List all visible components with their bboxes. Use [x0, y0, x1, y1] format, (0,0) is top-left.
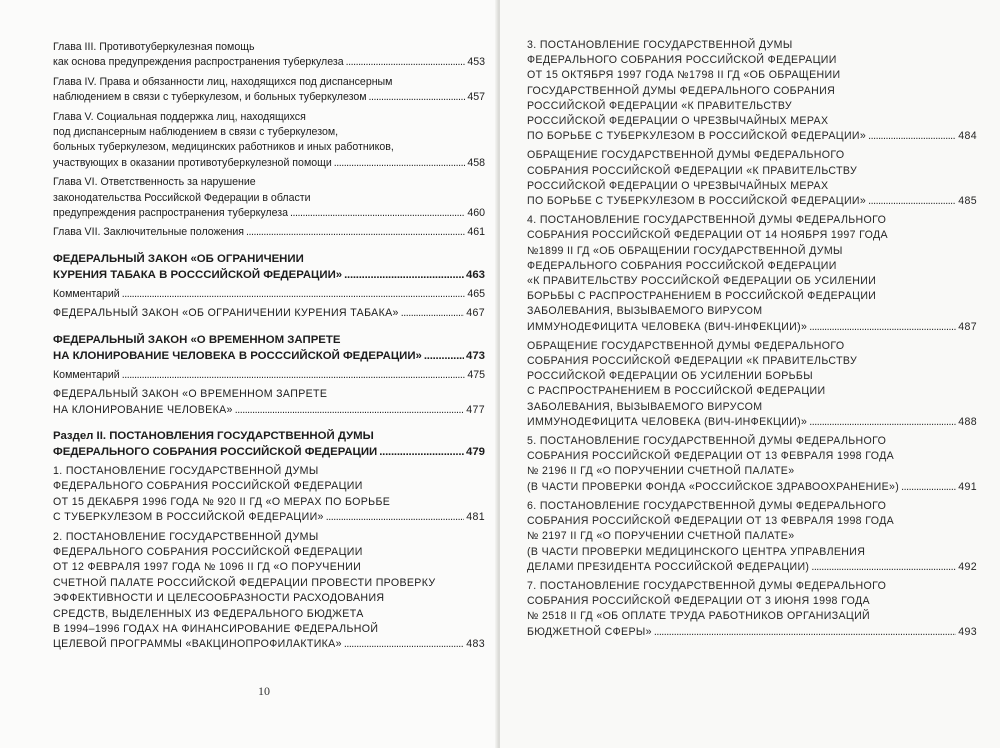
toc-entry — [53, 332, 485, 364]
toc-entry-title: ИММУНОДЕФИЦИТА ЧЕЛОВЕКА (ВИЧ-ИНФЕКЦИИ)» — [527, 415, 808, 428]
toc-entry-leader-line — [527, 560, 977, 575]
toc-entry — [53, 306, 485, 321]
toc-entry-title: НА КЛОНИРОВАНИЕ ЧЕЛОВЕКА В РОСССИЙСКОЙ ФЕДЕРАЦИИ» — [53, 349, 422, 362]
toc-entry-leader-line — [53, 403, 485, 418]
toc-entry-line: СОБРАНИЯ РОССИЙСКОЙ ФЕДЕРАЦИИ ОТ 3 ИЮНЯ 1998 ГОДА — [527, 595, 870, 608]
dot-leader — [809, 320, 956, 335]
toc-entry — [527, 213, 977, 335]
toc-entry-leader-line — [53, 225, 485, 240]
toc-entry-title: как основа предупреждения распространения туберкулеза — [53, 56, 344, 69]
toc-entry-line: 6. ПОСТАНОВЛЕНИЕ ГОСУДАРСТВЕННОЙ ДУМЫ ФЕДЕРАЛЬНОГО — [527, 499, 887, 512]
dot-leader — [868, 194, 956, 209]
toc-entry — [53, 75, 485, 106]
toc-page-number: 487 — [958, 320, 977, 333]
toc-entry-title: ДЕЛАМИ ПРЕЗИДЕНТА РОССИЙСКОЙ ФЕДЕРАЦИИ) — [527, 560, 810, 573]
dot-leader — [334, 156, 466, 171]
toc-page-number: 457 — [467, 91, 485, 104]
toc-entry-title: (В ЧАСТИ ПРОВЕРКИ ФОНДА «РОССИЙСКОЕ ЗДРАВООХРАНЕНИЕ») — [527, 480, 900, 493]
toc-page-number: 493 — [958, 625, 977, 638]
toc-entry-line: 3. ПОСТАНОВЛЕНИЕ ГОСУДАРСТВЕННОЙ ДУМЫ — [527, 39, 793, 51]
toc-entry-line: Раздел II. ПОСТАНОВЛЕНИЯ ГОСУДАРСТВЕННОЙ ДУМЫ — [53, 429, 374, 442]
toc-entry-line: ЭФФЕКТИВНОСТИ И ЦЕЛЕСООБРАЗНОСТИ РАСХОДОВАНИЯ — [53, 592, 385, 605]
dot-leader — [344, 637, 464, 652]
toc-entry-line: № 2196 II ГД «О ПОРУЧЕНИИ СЧЕТНОЙ ПАЛАТЕ» — [527, 465, 795, 478]
toc-entry-leader-line — [53, 156, 485, 171]
toc-entry-line: 2. ПОСТАНОВЛЕНИЕ ГОСУДАРСТВЕННОЙ ДУМЫ — [53, 530, 319, 543]
dot-leader — [290, 206, 465, 221]
dot-leader — [654, 625, 956, 640]
toc-entry-line: СРЕДСТВ, ВЫДЕЛЕННЫХ ИЗ ФЕДЕРАЛЬНОГО БЮДЖЕТА — [53, 607, 364, 620]
toc-entry-leader-line — [53, 348, 485, 364]
toc-entry-line: РОССИЙСКОЙ ФЕДЕРАЦИИ ОБ УСИЛЕНИИ БОРЬБЫ — [527, 370, 813, 383]
toc-entry-title: Комментарий — [53, 287, 120, 300]
toc-entry-title: наблюдением в связи с туберкулезом, и больных туберкулезом — [53, 91, 367, 104]
toc-entry-line: 1. ПОСТАНОВЛЕНИЕ ГОСУДАРСТВЕННОЙ ДУМЫ — [53, 464, 319, 477]
toc-entry — [53, 464, 485, 526]
toc-entry-line: ФЕДЕРАЛЬНОГО СОБРАНИЯ РОССИЙСКОЙ ФЕДЕРАЦИИ — [53, 545, 363, 558]
toc-entry-title: БЮДЖЕТНОЙ СФЕРЫ» — [527, 625, 652, 638]
dot-leader — [379, 444, 464, 460]
toc-page-number: 488 — [958, 415, 977, 428]
toc-entry-leader-line — [527, 625, 977, 640]
toc-entry-line: СЧЕТНОЙ ПАЛАТЕ РОССИЙСКОЙ ФЕДЕРАЦИИ ПРОВЕСТИ ПРОВЕРКУ — [53, 576, 436, 589]
toc-entry-leader-line — [53, 90, 485, 105]
toc-entry-leader-line — [53, 206, 485, 221]
toc-page-number: 485 — [958, 195, 977, 208]
toc-entry — [53, 368, 485, 383]
toc-entry-line: СОБРАНИЯ РОССИЙСКОЙ ФЕДЕРАЦИИ «К ПРАВИТЕЛЬСТВУ — [527, 355, 858, 368]
toc-page-number: 479 — [465, 445, 485, 458]
toc-entry-title: ЦЕЛЕВОЙ ПРОГРАММЫ «ВАКЦИНОПРОФИЛАКТИКА» — [53, 638, 342, 651]
dot-leader — [246, 225, 465, 240]
toc-entry-leader-line — [53, 55, 485, 70]
toc-entry-line: Глава V. Социальная поддержка лиц, находящихся — [53, 110, 306, 123]
dot-leader — [344, 267, 464, 283]
toc-entry-line: СОБРАНИЯ РОССИЙСКОЙ ФЕДЕРАЦИИ ОТ 14 НОЯБРЯ 1997 ГОДА — [527, 229, 888, 242]
dot-leader — [122, 287, 466, 302]
toc-entry-line: ФЕДЕРАЛЬНОГО СОБРАНИЯ РОССИЙСКОЙ ФЕДЕРАЦИИ — [527, 259, 837, 272]
dot-leader — [868, 129, 956, 144]
toc-entry-title: Комментарий — [53, 368, 120, 381]
toc-entry-leader-line — [53, 510, 485, 525]
toc-entry-line: СОБРАНИЯ РОССИЙСКОЙ ФЕДЕРАЦИИ «К ПРАВИТЕЛЬСТВУ — [527, 164, 858, 177]
dot-leader — [809, 415, 956, 430]
toc-entry-line: ФЕДЕРАЛЬНЫЙ ЗАКОН «О ВРЕМЕННОМ ЗАПРЕТЕ — [53, 388, 328, 401]
toc-entry-leader-line — [53, 267, 485, 283]
dot-leader — [901, 480, 956, 495]
toc-entry — [53, 428, 485, 460]
toc-page-number: 460 — [467, 207, 485, 220]
dot-leader — [811, 560, 956, 575]
toc-entry — [53, 530, 485, 653]
toc-entry-line: 4. ПОСТАНОВЛЕНИЕ ГОСУДАРСТВЕННОЙ ДУМЫ ФЕДЕРАЛЬНОГО — [527, 214, 887, 227]
toc-page-number: 475 — [467, 368, 485, 381]
left-page-number: 10 — [258, 684, 270, 698]
toc-entry-line: РОССИЙСКОЙ ФЕДЕРАЦИИ О ЧРЕЗВЫЧАЙНЫХ МЕРАХ — [527, 179, 829, 192]
toc-entry-line: законодательства Российской Федерации в области — [53, 191, 311, 204]
toc-entry-line: ФЕДЕРАЛЬНЫЙ ЗАКОН «О ВРЕМЕННОМ ЗАПРЕТЕ — [53, 333, 341, 346]
toc-entry-title: КУРЕНИЯ ТАБАКА В РОСССИЙСКОЙ ФЕДЕРАЦИИ» — [53, 268, 343, 281]
toc-entry-line: РОССИЙСКОЙ ФЕДЕРАЦИИ «К ПРАВИТЕЛЬСТВУ — [527, 99, 792, 112]
toc-entry-leader-line — [527, 320, 977, 335]
toc-entry-line: С РАСПРОСТРАНЕНИЕМ В РОССИЙСКОЙ ФЕДЕРАЦИИ — [527, 385, 826, 398]
toc-page-number: 473 — [465, 349, 485, 362]
toc-entry-line: (В ЧАСТИ ПРОВЕРКИ МЕДИЦИНСКОГО ЦЕНТРА УПРАВЛЕНИЯ — [527, 545, 866, 558]
toc-entry — [53, 110, 485, 172]
toc-page-number: 491 — [958, 480, 977, 493]
dot-leader — [235, 403, 465, 418]
toc-entry-line: № 2197 II ГД «О ПОРУЧЕНИИ СЧЕТНОЙ ПАЛАТЕ» — [527, 530, 795, 543]
toc-entry-leader-line — [53, 306, 485, 321]
toc-entry-line: ЗАБОЛЕВАНИЯ, ВЫЗЫВАЕМОГО ВИРУСОМ — [527, 305, 763, 318]
toc-entry-line: РОССИЙСКОЙ ФЕДЕРАЦИИ О ЧРЕЗВЫЧАЙНЫХ МЕРАХ — [527, 115, 829, 128]
toc-page-number: 463 — [465, 268, 485, 281]
toc-entry-line: 5. ПОСТАНОВЛЕНИЕ ГОСУДАРСТВЕННОЙ ДУМЫ ФЕДЕРАЛЬНОГО — [527, 435, 887, 448]
toc-entry-leader-line — [53, 444, 485, 460]
toc-entry-line: «К ПРАВИТЕЛЬСТВУ РОССИЙСКОЙ ФЕДЕРАЦИИ ОБ УСИЛЕНИИ — [527, 275, 877, 288]
toc-entry-leader-line — [527, 415, 977, 430]
toc-entry-line: ЗАБОЛЕВАНИЯ, ВЫЗЫВАЕМОГО ВИРУСОМ — [527, 400, 763, 413]
right-toc-column — [527, 38, 977, 644]
toc-entry-line: ФЕДЕРАЛЬНОГО СОБРАНИЯ РОССИЙСКОЙ ФЕДЕРАЦИИ — [53, 480, 363, 493]
toc-page-number: 481 — [466, 511, 485, 524]
toc-entry-title: ФЕДЕРАЛЬНОГО СОБРАНИЯ РОССИЙСКОЙ ФЕДЕРАЦИИ — [53, 445, 378, 458]
right-page — [500, 0, 1000, 748]
toc-entry-line: ОБРАЩЕНИЕ ГОСУДАРСТВЕННОЙ ДУМЫ ФЕДЕРАЛЬНОГО — [527, 149, 845, 162]
toc-entry-line: СОБРАНИЯ РОССИЙСКОЙ ФЕДЕРАЦИИ ОТ 13 ФЕВРАЛЯ 1998 ГОДА — [527, 450, 895, 463]
toc-entry-line: ФЕДЕРАЛЬНОГО СОБРАНИЯ РОССИЙСКОЙ ФЕДЕРАЦИИ — [527, 54, 837, 67]
toc-entry-line: ОТ 15 ОКТЯБРЯ 1997 ГОДА №1798 II ГД «ОБ ОБРАЩЕНИИ — [527, 69, 841, 82]
toc-entry-line: ГОСУДАРСТВЕННОЙ ДУМЫ ФЕДЕРАЛЬНОГО СОБРАНИЯ — [527, 84, 836, 97]
toc-entry-line: № 2518 II ГД «ОБ ОПЛАТЕ ТРУДА РАБОТНИКОВ ОРГАНИЗАЦИЙ — [527, 610, 871, 623]
toc-entry — [53, 287, 485, 302]
toc-page-number: 484 — [958, 130, 977, 143]
toc-entry-leader-line — [53, 287, 485, 302]
toc-entry-title: ИММУНОДЕФИЦИТА ЧЕЛОВЕКА (ВИЧ-ИНФЕКЦИИ)» — [527, 320, 808, 333]
toc-page-number: 492 — [958, 560, 977, 573]
toc-entry-line: Глава III. Противотуберкулезная помощь — [53, 41, 255, 53]
toc-entry — [53, 387, 485, 418]
toc-entry — [527, 38, 977, 144]
left-toc-column — [53, 40, 485, 657]
dot-leader — [326, 510, 464, 525]
toc-entry-leader-line — [53, 637, 485, 652]
toc-entry-title: участвующих в оказании противотуберкулезной помощи — [53, 156, 332, 169]
toc-entry-title: ПО БОРЬБЕ С ТУБЕРКУЛЕЗОМ В РОССИЙСКОЙ ФЕДЕРАЦИИ» — [527, 195, 867, 208]
toc-entry — [53, 225, 485, 240]
toc-entry-title: С ТУБЕРКУЛЕЗОМ В РОССИЙСКОЙ ФЕДЕРАЦИИ» — [53, 511, 324, 524]
dot-leader — [122, 368, 466, 383]
toc-entry — [527, 434, 977, 495]
toc-entry-leader-line — [527, 480, 977, 495]
toc-page-number: 467 — [466, 307, 485, 320]
toc-page-number: 477 — [466, 403, 485, 416]
toc-page-number: 483 — [466, 638, 485, 651]
toc-entry-leader-line — [527, 129, 977, 144]
toc-entry — [527, 148, 977, 209]
left-page — [0, 0, 497, 748]
toc-entry-line: 7. ПОСТАНОВЛЕНИЕ ГОСУДАРСТВЕННОЙ ДУМЫ ФЕДЕРАЛЬНОГО — [527, 579, 887, 592]
toc-entry — [53, 175, 485, 221]
toc-page-number: 461 — [467, 226, 485, 239]
toc-entry — [527, 339, 977, 430]
toc-entry — [527, 579, 977, 640]
toc-entry-line: Глава VI. Ответственность за нарушение — [53, 176, 256, 189]
toc-entry-title: НА КЛОНИРОВАНИЕ ЧЕЛОВЕКА» — [53, 403, 233, 416]
toc-entry-line: ОБРАЩЕНИЕ ГОСУДАРСТВЕННОЙ ДУМЫ ФЕДЕРАЛЬНОГО — [527, 339, 845, 352]
toc-entry-title: ФЕДЕРАЛЬНЫЙ ЗАКОН «ОБ ОГРАНИЧЕНИИ КУРЕНИЯ ТАБАКА» — [53, 307, 399, 320]
dot-leader — [401, 306, 465, 321]
toc-entry-line: ФЕДЕРАЛЬНЫЙ ЗАКОН «ОБ ОГРАНИЧЕНИИ — [53, 252, 304, 265]
toc-entry — [53, 251, 485, 283]
dot-leader — [369, 90, 466, 105]
toc-entry-line: больных туберкулезом, медицинских работников и иных работников, — [53, 141, 394, 154]
dot-leader — [346, 55, 466, 70]
toc-entry — [53, 40, 485, 71]
toc-entry-line: №1899 II ГД «ОБ ОБРАЩЕНИИ ГОСУДАРСТВЕННОЙ ДУМЫ — [527, 244, 843, 257]
toc-entry — [527, 499, 977, 575]
toc-entry-leader-line — [527, 194, 977, 209]
toc-entry-line: В 1994–1996 ГОДАХ НА ФИНАНСИРОВАНИЕ ФЕДЕРАЛЬНОЙ — [53, 622, 379, 635]
toc-entry-title: ПО БОРЬБЕ С ТУБЕРКУЛЕЗОМ В РОССИЙСКОЙ ФЕДЕРАЦИИ» — [527, 130, 867, 143]
toc-page-number: 465 — [467, 287, 485, 300]
toc-entry-line: под диспансерным наблюдением в связи с туберкулезом, — [53, 126, 339, 139]
toc-entry-line: ОТ 15 ДЕКАБРЯ 1996 ГОДА № 920 II ГД «О МЕРАХ ПО БОРЬБЕ — [53, 495, 391, 508]
toc-page-number: 458 — [467, 156, 485, 169]
toc-entry-line: ОТ 12 ФЕВРАЛЯ 1997 ГОДА № 1096 II ГД «О ПОРУЧЕНИИ — [53, 561, 362, 574]
toc-entry-line: Глава IV. Права и обязанности лиц, находящихся под диспансерным — [53, 75, 393, 88]
dot-leader — [424, 348, 464, 364]
toc-entry-title: предупреждения распространения туберкулеза — [53, 207, 289, 220]
toc-entry-leader-line — [53, 368, 485, 383]
toc-entry-line: БОРЬБЫ С РАСПРОСТРАНЕНИЕМ В РОССИЙСКОЙ ФЕДЕРАЦИИ — [527, 290, 877, 303]
toc-entry-title: Глава VII. Заключительные положения — [53, 226, 244, 239]
toc-entry-line: СОБРАНИЯ РОССИЙСКОЙ ФЕДЕРАЦИИ ОТ 13 ФЕВРАЛЯ 1998 ГОДА — [527, 515, 895, 528]
toc-page-number: 453 — [467, 56, 485, 69]
